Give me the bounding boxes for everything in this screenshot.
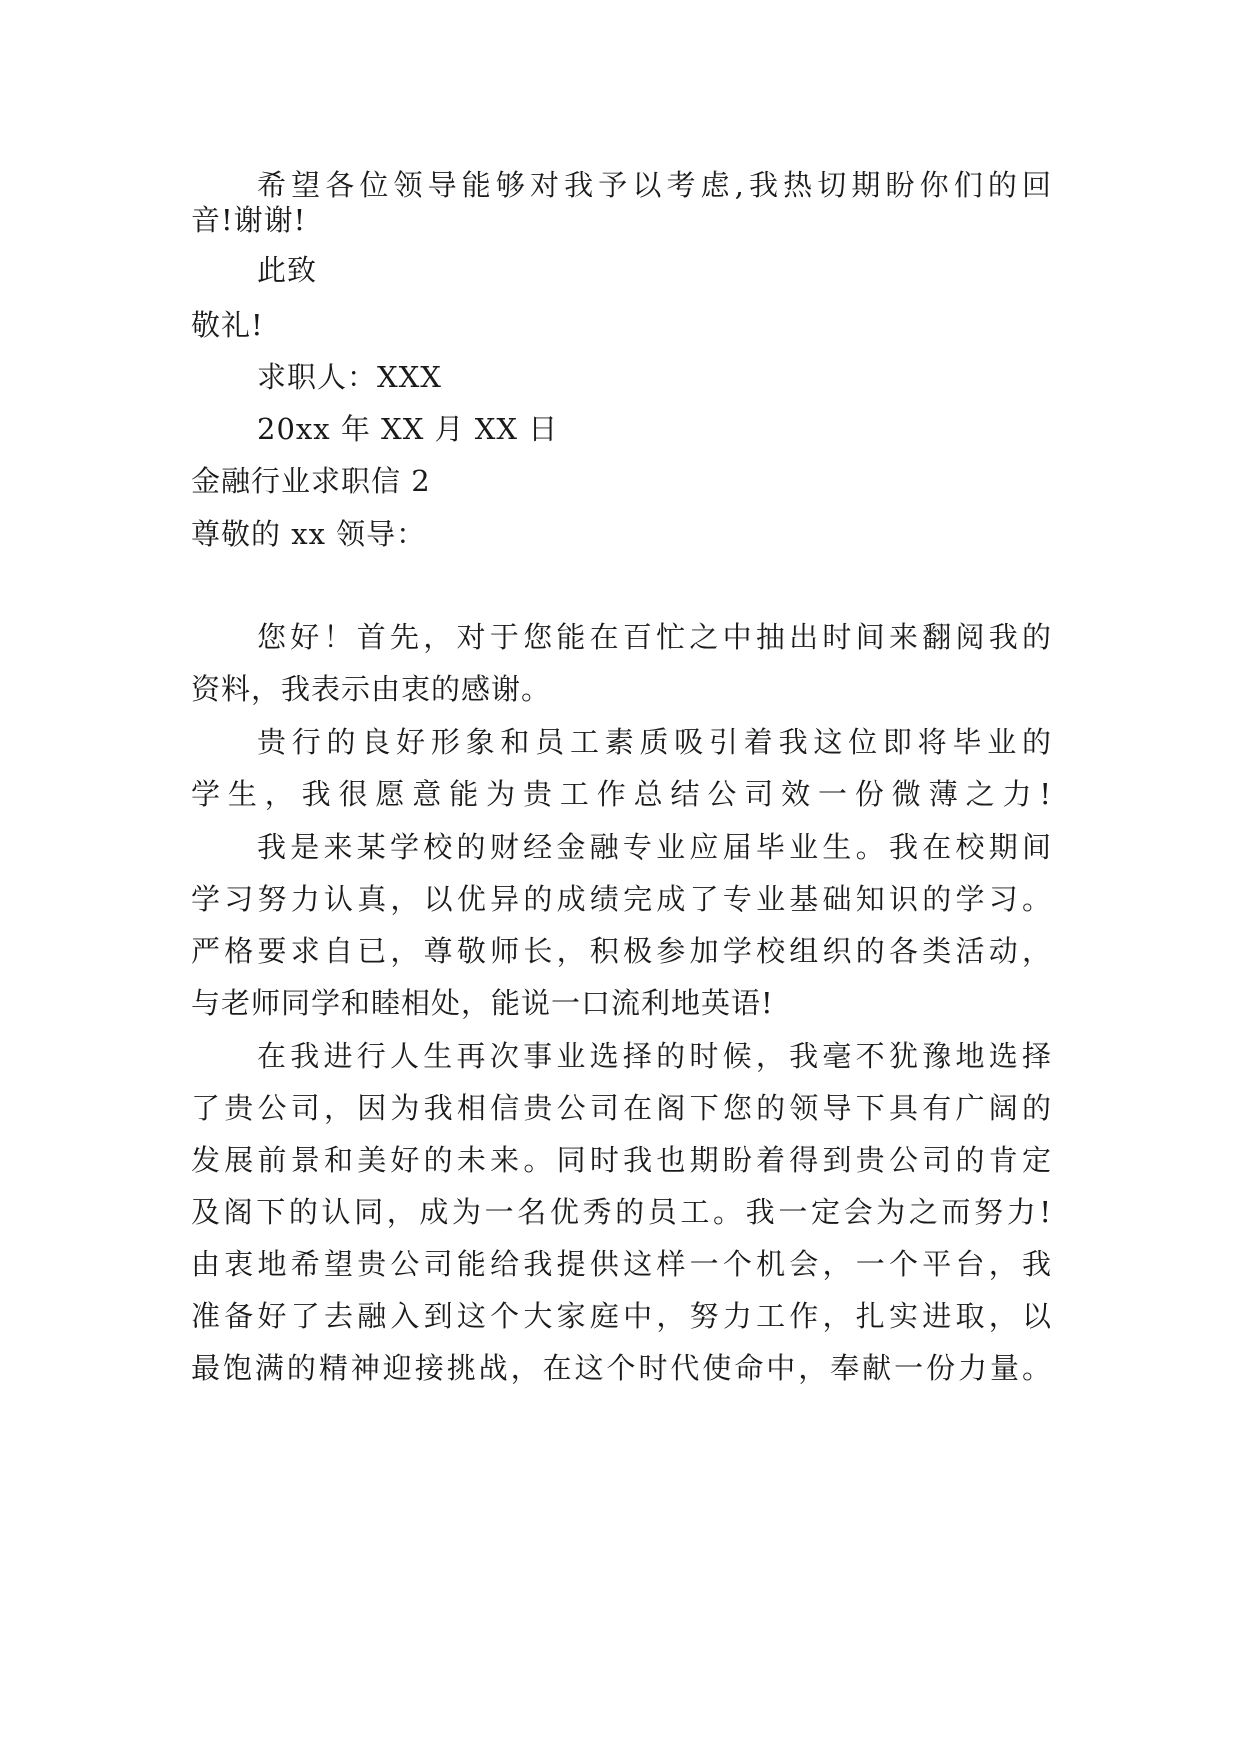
salutation-closing: 敬礼! [191,308,264,342]
applicant-signature: 求职人：XXX [257,360,442,394]
paragraph-line: 音!谢谢! [191,203,307,237]
letter-greeting: 尊敬的 xx 领导： [191,517,427,551]
section-title: 金融行业求职信 2 [191,464,431,498]
closing-phrase: 此致 [257,253,318,287]
paragraph-line: 由衷地希望贵公司能给我提供这样一个机会，一个平台，我 [191,1247,1051,1281]
paragraph-line: 及阁下的认同，成为一名优秀的员工。我一定会为之而努力! [191,1195,1051,1229]
paragraph-line: 我是来某学校的财经金融专业应届毕业生。我在校期间 [257,830,1051,864]
paragraph-line: 与老师同学和睦相处，能说一口流利地英语! [191,986,774,1020]
paragraph-line: 贵行的良好形象和员工素质吸引着我这位即将毕业的 [257,725,1051,759]
paragraph-line: 发展前景和美好的未来。同时我也期盼着得到贵公司的肯定 [191,1143,1051,1177]
paragraph-line: 严格要求自已，尊敬师长，积极参加学校组织的各类活动， [191,934,1051,968]
paragraph-line: 学习努力认真，以优异的成绩完成了专业基础知识的学习。 [191,882,1051,916]
paragraph-line: 准备好了去融入到这个大家庭中，努力工作，扎实进取，以 [191,1299,1051,1333]
paragraph-line: 您好！首先，对于您能在百忙之中抽出时间来翻阅我的 [257,620,1051,654]
paragraph-line: 资料，我表示由衷的感谢。 [191,672,552,706]
paragraph-line: 希望各位领导能够对我予以考虑,我热切期盼你们的回 [257,168,1051,202]
paragraph-line: 最饱满的精神迎接挑战，在这个时代使命中，奉献一份力量。 [191,1351,1051,1385]
paragraph-line: 学生，我很愿意能为贵工作总结公司效一份微薄之力! [191,777,1051,811]
paragraph-line: 在我进行人生再次事业选择的时候，我毫不犹豫地选择 [257,1039,1051,1073]
paragraph-line: 了贵公司，因为我相信贵公司在阁下您的领导下具有广阔的 [191,1091,1051,1125]
letter-date: 20xx 年 XX 月 XX 日 [257,412,559,446]
